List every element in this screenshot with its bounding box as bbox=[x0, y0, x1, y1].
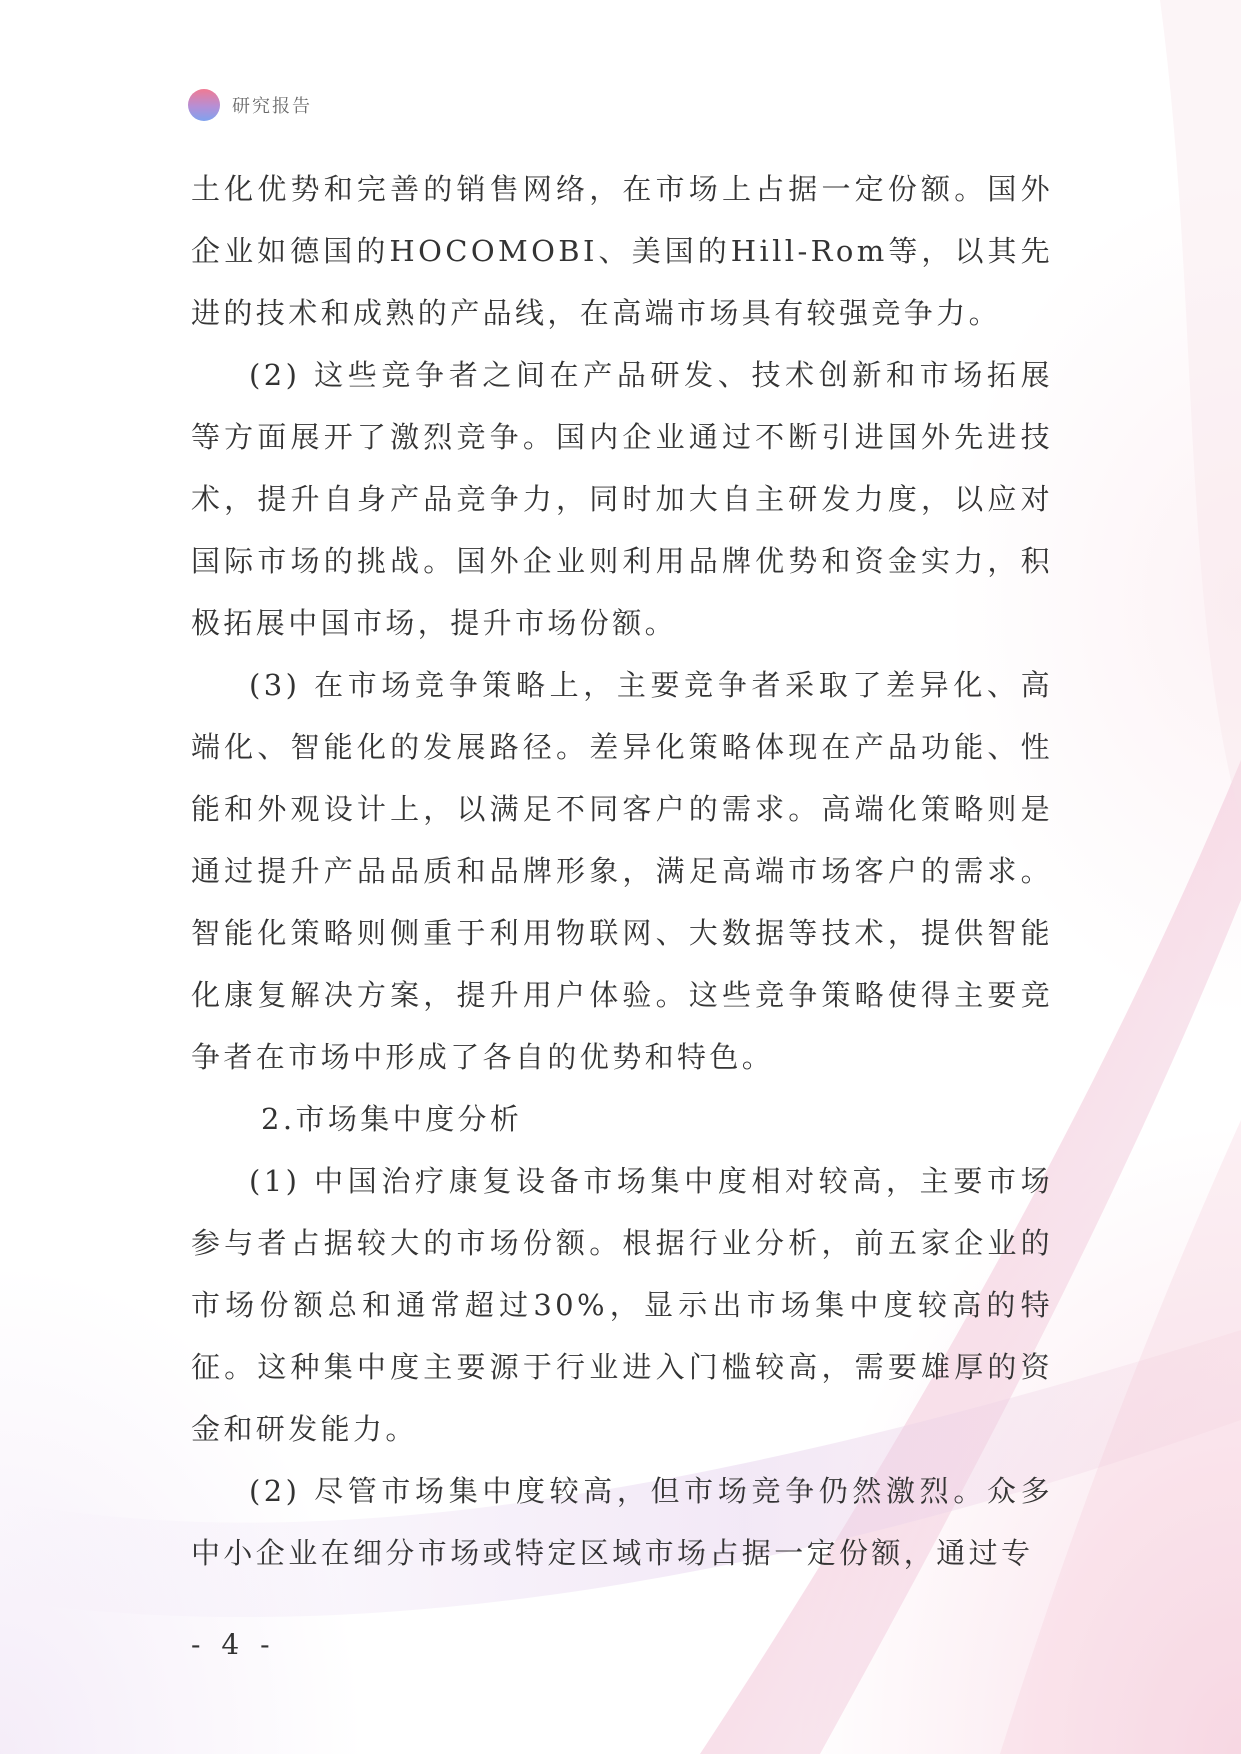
paragraph-concentration-1: (1) 中国治疗康复设备市场集中度相对较高，主要市场参与者占据较大的市场份额。根据行业分析，前五家企业的市场份额总和通常超过30%，显示出市场集中度较高的特征。这种集中度主要源于行业进入门槛较高，需要雄厚的资金和研发能力。 bbox=[191, 1164, 1053, 1446]
paragraph-2: (2) 这些竞争者之间在产品研发、技术创新和市场拓展等方面展开了激烈竞争。国内企业通过不断引进国外先进技术，提升自身产品竞争力，同时加大自主研发力度，以应对国际市场的挑战。国外企业则利用品牌优势和资金实力，积极拓展中国市场，提升市场份额。 bbox=[191, 358, 1053, 640]
page-number: - 4 - bbox=[191, 1628, 276, 1661]
paragraph-3: (3) 在市场竞争策略上，主要竞争者采取了差异化、高端化、智能化的发展路径。差异化策略体现在产品功能、性能和外观设计上，以满足不同客户的需求。高端化策略则是通过提升产品品质和品牌形象，满足高端市场客户的需求。智能化策略则侧重于利用物联网、大数据等技术，提供智能化康复解决方案，提升用户体验。这些竞争策略使得主要竞争者在市场中形成了各自的优势和特色。 bbox=[191, 668, 1053, 1074]
paragraph-continued: 土化优势和完善的销售网络，在市场上占据一定份额。国外企业如德国的HOCOMOBI、美国的Hill-Rom等，以其先进的技术和成熟的产品线，在高端市场具有较强竞争力。 bbox=[191, 172, 1053, 330]
report-header bbox=[188, 89, 312, 121]
report-logo-icon bbox=[188, 89, 220, 121]
section-heading-market-concentration: 2.市场集中度分析 bbox=[261, 1102, 523, 1136]
body-text bbox=[191, 158, 1053, 1584]
paragraph-concentration-2: (2) 尽管市场集中度较高，但市场竞争仍然激烈。众多中小企业在细分市场或特定区域市场占据一定份额，通过专 bbox=[191, 1474, 1053, 1570]
header-title: 研究报告 bbox=[232, 96, 312, 117]
